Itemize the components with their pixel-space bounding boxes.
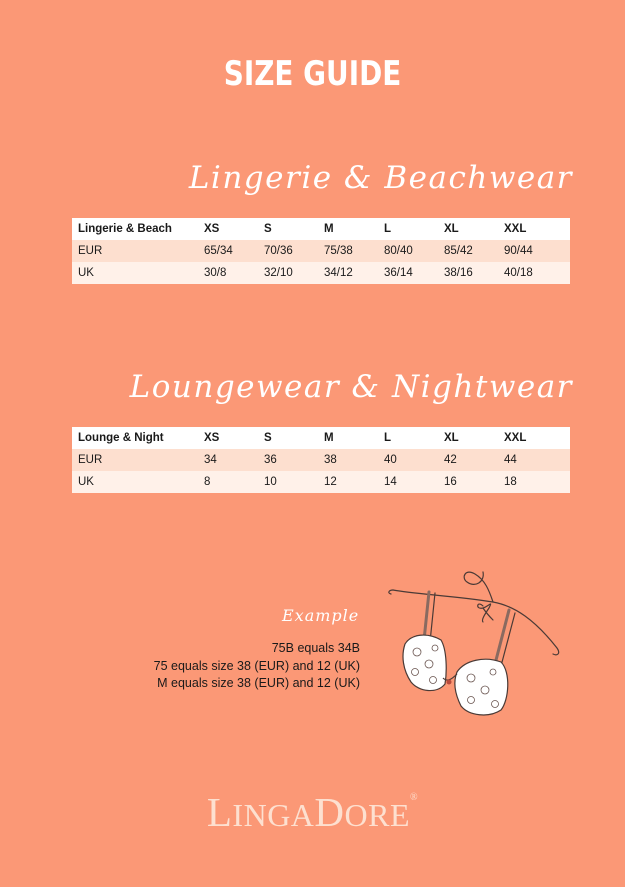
table-cell: 34 — [204, 454, 217, 466]
table-cell: 38 — [324, 454, 337, 466]
table-header-row — [72, 218, 570, 240]
logo-letter: D — [314, 789, 345, 835]
column-header: M — [324, 432, 334, 444]
table-row — [72, 262, 570, 284]
table-cell: 90/44 — [504, 245, 533, 257]
bra-illustration-icon — [385, 560, 575, 730]
table-cell: 18 — [504, 476, 517, 488]
table-cell: 30/8 — [204, 267, 227, 279]
row-label: EUR — [78, 245, 103, 257]
example-label: Example — [282, 606, 360, 625]
table-cell: 80/40 — [384, 245, 413, 257]
table-cell: 85/42 — [444, 245, 473, 257]
table-cell: 36/14 — [384, 267, 413, 279]
table-cell: 40/18 — [504, 267, 533, 279]
brand-logo — [0, 788, 625, 836]
table-cell: 36 — [264, 454, 277, 466]
column-header: XL — [444, 432, 459, 444]
column-header: Lingerie & Beach — [78, 223, 172, 235]
example-line: 75 equals size 38 (EUR) and 12 (UK) — [153, 658, 360, 673]
table-cell: 65/34 — [204, 245, 233, 257]
page-title: SIZE GUIDE — [223, 54, 402, 94]
logo-letter: L — [206, 789, 233, 835]
logo-letters: INGA — [232, 797, 315, 833]
table-cell: 70/36 — [264, 245, 293, 257]
row-label: EUR — [78, 454, 103, 466]
table-row — [72, 471, 570, 493]
column-header: XL — [444, 223, 459, 235]
table-cell: 42 — [444, 454, 457, 466]
table-cell: 12 — [324, 476, 337, 488]
logo-letters: ORE — [344, 797, 411, 833]
table-row — [72, 240, 570, 262]
column-header: XS — [204, 432, 220, 444]
column-header: XXL — [504, 223, 527, 235]
table-cell: 44 — [504, 454, 517, 466]
table-cell: 14 — [384, 476, 397, 488]
table-cell: 38/16 — [444, 267, 473, 279]
table-cell: 16 — [444, 476, 457, 488]
lingerie-size-table — [72, 218, 570, 284]
column-header: L — [384, 432, 392, 444]
table-row — [72, 449, 570, 471]
column-header: M — [324, 223, 334, 235]
column-header: S — [264, 223, 272, 235]
table-cell: 40 — [384, 454, 397, 466]
registered-mark: ® — [410, 792, 419, 803]
example-text — [154, 640, 360, 693]
lounge-size-table — [72, 427, 570, 493]
table-cell: 75/38 — [324, 245, 353, 257]
column-header: XS — [204, 223, 220, 235]
row-label: UK — [78, 267, 94, 279]
row-label: UK — [78, 476, 94, 488]
column-header: S — [264, 432, 272, 444]
column-header: XXL — [504, 432, 527, 444]
column-header: Lounge & Night — [78, 432, 164, 444]
example-line: M equals size 38 (EUR) and 12 (UK) — [157, 676, 360, 690]
table-cell: 8 — [204, 476, 211, 488]
example-line: 75B equals 34B — [271, 641, 360, 655]
column-header: L — [384, 223, 392, 235]
table-cell: 34/12 — [324, 267, 353, 279]
lingerie-heading: Lingerie & Beachwear — [188, 160, 573, 196]
table-cell: 10 — [264, 476, 277, 488]
lounge-heading: Loungewear & Nightwear — [129, 369, 573, 405]
table-cell: 32/10 — [264, 267, 293, 279]
table-header-row — [72, 427, 570, 449]
